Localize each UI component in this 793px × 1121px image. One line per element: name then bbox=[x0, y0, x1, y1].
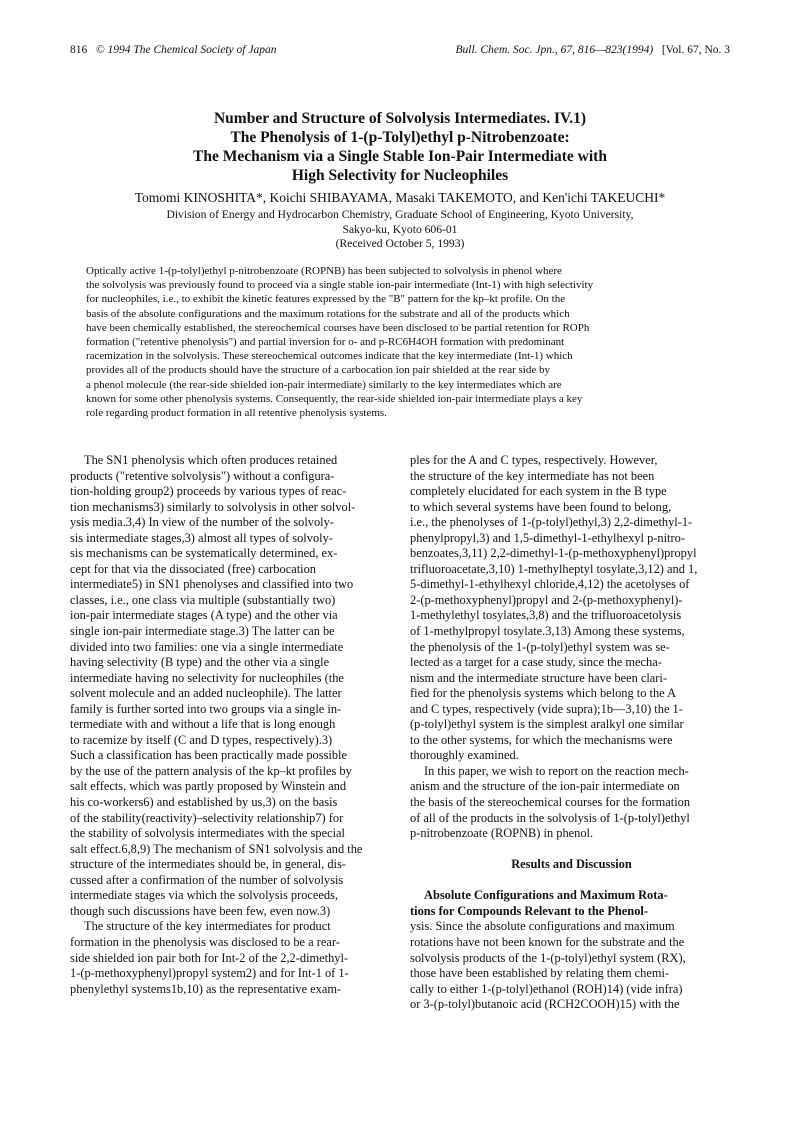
body-line: sis intermediate stages,3) almost all types of solvoly- bbox=[70, 530, 333, 545]
copyright: © 1994 The Chemical Society of Japan bbox=[95, 44, 277, 56]
abstract-line: a phenol molecule (the rear-side shielded ion-pair intermediate) similarly to the key intermediates which are bbox=[86, 378, 562, 391]
body-line: nism and the intermediate structure have been clari- bbox=[410, 670, 667, 685]
subsection-heading: tions for Compounds Relevant to the Phenol- bbox=[410, 903, 648, 918]
body-line: intermediate stages via which the solvolysis proceeds, bbox=[70, 888, 339, 903]
body-line: benzoates,3,11) 2,2-dimethyl-1-(p-methoxyphenyl)propyl bbox=[410, 546, 697, 561]
body-line: 1-methylethyl tosylates,3,8) and the trifluoroacetolysis bbox=[410, 608, 682, 623]
running-header bbox=[70, 44, 730, 60]
body-line: formation in the phenolysis was disclosed to be a rear- bbox=[70, 934, 340, 949]
body-line: fied for the phenolysis systems which belong to the A bbox=[410, 686, 677, 701]
body-line: divided into two families: one via a single intermediate bbox=[70, 639, 344, 654]
abstract-line: racemization in the solvolysis. These stereochemical outcomes indicate that the key intermediate (Int-1) which bbox=[86, 350, 573, 363]
abstract-line: role regarding product formation in all retentive phenolysis systems. bbox=[86, 407, 387, 420]
page-number: 816 bbox=[70, 44, 88, 56]
body-line: and C types, respectively (vide supra);1b—3,10) the 1- bbox=[410, 701, 683, 716]
abstract-line: basis of the absolute configurations and the maximum rotations for the substrate and all of the products which bbox=[86, 307, 570, 320]
body-line: rotations have not been known for the substrate and the bbox=[410, 934, 685, 949]
body-line: anism and the structure of the ion-pair intermediate on bbox=[410, 779, 680, 794]
page-number-and-copyright bbox=[70, 44, 276, 56]
body-line: having selectivity (B type) and the other via a single bbox=[70, 655, 330, 670]
abstract-line: for nucleophiles, i.e., to exhibit the kinetic features expressed by the "B" pattern for the kp–kt profile. On the bbox=[86, 293, 566, 306]
body-line: phenylpropyl,3) and 1,5-dimethyl-1-ethylhexyl p-nitro- bbox=[410, 530, 685, 545]
received-date: (Received October 5, 1993) bbox=[335, 237, 465, 250]
body-line: tion mechanisms3) similarly to solvolysis in other solvol- bbox=[70, 499, 356, 514]
body-line: ion-pair intermediate stages (A type) and the other via bbox=[70, 608, 338, 623]
article-title bbox=[70, 109, 730, 185]
body-line: tion-holding group2) proceeds by various types of reac- bbox=[70, 484, 347, 499]
body-line: to the other systems, for which the mechanisms were bbox=[410, 732, 673, 747]
body-line: lected as a target for a case study, since the mecha- bbox=[410, 655, 662, 670]
body-line: to racemize by itself (C and D types, respectively).3) bbox=[70, 732, 333, 747]
body-line: of the stability(reactivity)–selectivity relationship7) for bbox=[70, 810, 344, 825]
body-line: ysis. Since the absolute configurations and maximum bbox=[410, 919, 675, 934]
volume-issue: [Vol. 67, No. 3 bbox=[661, 44, 730, 56]
title-line: The Mechanism via a Single Stable Ion-Pair Intermediate with bbox=[193, 148, 607, 165]
body-line: the structure of the key intermediate has not been bbox=[410, 468, 655, 483]
body-line: (p-tolyl)ethyl system is the simplest aralkyl one similar bbox=[410, 717, 684, 732]
abstract bbox=[86, 264, 712, 420]
body-line: salt effects, which was partly proposed by Winstein and bbox=[70, 779, 347, 794]
body-line: the stability of solvolysis intermediates with the special bbox=[70, 826, 345, 841]
body-line: The SN1 phenolysis which often produces retained bbox=[84, 453, 338, 467]
body-line: In this paper, we wish to report on the reaction mech- bbox=[424, 763, 689, 778]
body-line: of all of the products in the solvolysis of 1-(p-tolyl)ethyl bbox=[410, 810, 690, 825]
title-line: High Selectivity for Nucleophiles bbox=[291, 167, 509, 184]
body-line: cussed after a confirmation of the number of solvolysis bbox=[70, 872, 344, 887]
author-list: Tomomi KINOSHITA*, Koichi SHIBAYAMA, Masaki TAKEMOTO, and Ken'ichi TAKEUCHI* bbox=[134, 190, 666, 205]
body-line: single ion-pair intermediate stage.3) The latter can be bbox=[70, 624, 335, 639]
body-line: solvolysis products of the 1-(p-tolyl)ethyl system (RX), bbox=[410, 950, 686, 965]
body-line: structure of the intermediates should be, in general, dis- bbox=[70, 857, 346, 872]
body-line: thoroughly examined. bbox=[410, 748, 519, 763]
body-line: termediate with and without a life that is long enough bbox=[70, 717, 336, 732]
body-line: p-nitrobenzoate (ROPNB) in phenol. bbox=[410, 826, 594, 841]
body-line: classes, i.e., one class via multiple (substantially two) bbox=[70, 592, 336, 607]
body-line: those have been established by relating them chemi- bbox=[410, 966, 670, 981]
body-line: 5-dimethyl-1-ethylhexyl chloride,4,12) the acetolyses of bbox=[410, 577, 690, 592]
body-line: by the use of the pattern analysis of the kp–kt profiles by bbox=[70, 763, 352, 778]
body-line: though such discussions have been few, even now.3) bbox=[70, 903, 331, 918]
body-line: intermediate having no selectivity for nucleophiles (the bbox=[70, 670, 344, 685]
journal-reference: Bull. Chem. Soc. Jpn., 67, 816—823(1994) bbox=[455, 44, 654, 56]
section-heading: Results and Discussion bbox=[511, 857, 632, 872]
body-line: salt effect.6,8,9) The mechanism of SN1 solvolysis and the bbox=[70, 841, 363, 856]
body-line: Such a classification has been practically made possible bbox=[70, 748, 347, 763]
body-line: the basis of the stereochemical courses for the formation bbox=[410, 795, 691, 810]
body-line: solvent molecule and an added nucleophile). The latter bbox=[70, 686, 342, 701]
body-line: ysis media.3,4) In view of the number of the solvoly- bbox=[70, 515, 334, 530]
title-line: Number and Structure of Solvolysis Intermediates. IV.1) bbox=[213, 110, 586, 127]
body-line: to which several systems have been found to belong, bbox=[410, 499, 672, 514]
body-line: of 1-methylpropyl tosylate.3,13) Among these systems, bbox=[410, 624, 685, 639]
body-line: the phenolysis of the 1-(p-tolyl)ethyl system was se- bbox=[410, 639, 670, 654]
abstract-line: provides all of the products should have the structure of a carbocation ion pair shielded at the rear side by bbox=[86, 364, 550, 377]
body-line: The structure of the key intermediates for product bbox=[84, 919, 331, 934]
body-line: cept for that via the dissociated (free) carbocation bbox=[70, 561, 316, 576]
body-line: products ("retentive solvolysis") without a configura- bbox=[70, 468, 335, 483]
journal-citation bbox=[456, 44, 731, 56]
body-line: completely elucidated for each system in the B type bbox=[410, 484, 667, 499]
abstract-line: Optically active 1-(p-tolyl)ethyl p-nitrobenzoate (ROPNB) has been subjected to solvolysis in phenol where bbox=[86, 265, 562, 277]
spacer bbox=[410, 842, 733, 858]
body-left-column bbox=[70, 453, 393, 997]
body-line: 2-(p-methoxyphenyl)propyl and 2-(p-methoxyphenyl)- bbox=[410, 592, 683, 607]
body-line: trifluoroacetate,3,10) 1-methylheptyl tosylate,3,12) and 1, bbox=[410, 561, 698, 576]
body-line: sis mechanisms can be systematically determined, ex- bbox=[70, 546, 338, 561]
body-line: cally to either 1-(p-tolyl)ethanol (ROH)14) (vide infra) bbox=[410, 981, 683, 996]
affiliation bbox=[70, 208, 730, 252]
title-line: The Phenolysis of 1-(p-Tolyl)ethyl p-Nitrobenzoate: bbox=[230, 129, 570, 146]
abstract-line: the solvolysis was previously found to proceed via a single stable ion-pair intermediate (Int-1) with high selectivity bbox=[86, 279, 594, 292]
body-line: ples for the A and C types, respectively. However, bbox=[410, 453, 658, 467]
body-line: his co-workers6) and established by us,3) on the basis bbox=[70, 795, 338, 810]
affiliation-line: Sakyo-ku, Kyoto 606-01 bbox=[342, 222, 458, 236]
body-line: or 3-(p-tolyl)butanoic acid (RCH2COOH)15) with the bbox=[410, 997, 680, 1012]
abstract-line: have been chemically established, the stereochemical courses have been disclosed to be partial retention for ROPh bbox=[86, 321, 590, 334]
abstract-line: formation ("retentive phenolysis") and partial inversion for o- and p-RC6H4OH formation with predominant bbox=[86, 336, 565, 349]
spacer bbox=[410, 873, 733, 889]
body-line: 1-(p-methoxyphenyl)propyl system2) and for Int-1 of 1- bbox=[70, 966, 349, 981]
body-line: side shielded ion pair both for Int-2 of the 2,2-dimethyl- bbox=[70, 950, 349, 965]
body-line: i.e., the phenolyses of 1-(p-tolyl)ethyl,3) 2,2-dimethyl-1- bbox=[410, 515, 693, 530]
abstract-line: known for some other phenolysis systems. Consequently, the rear-side shielded ion-pair intermediate plays a key bbox=[86, 392, 583, 405]
body-right-column bbox=[410, 453, 733, 1013]
subsection-heading: Absolute Configurations and Maximum Rota- bbox=[424, 888, 668, 903]
body-line: intermediate5) in SN1 phenolyses and classified into two bbox=[70, 577, 354, 592]
affiliation-line: Division of Energy and Hydrocarbon Chemistry, Graduate School of Engineering, Kyoto University, bbox=[166, 208, 634, 221]
body-line: phenylethyl systems1b,10) as the representative exam- bbox=[70, 981, 342, 996]
body-line: family is further sorted into two groups via a single in- bbox=[70, 701, 342, 716]
